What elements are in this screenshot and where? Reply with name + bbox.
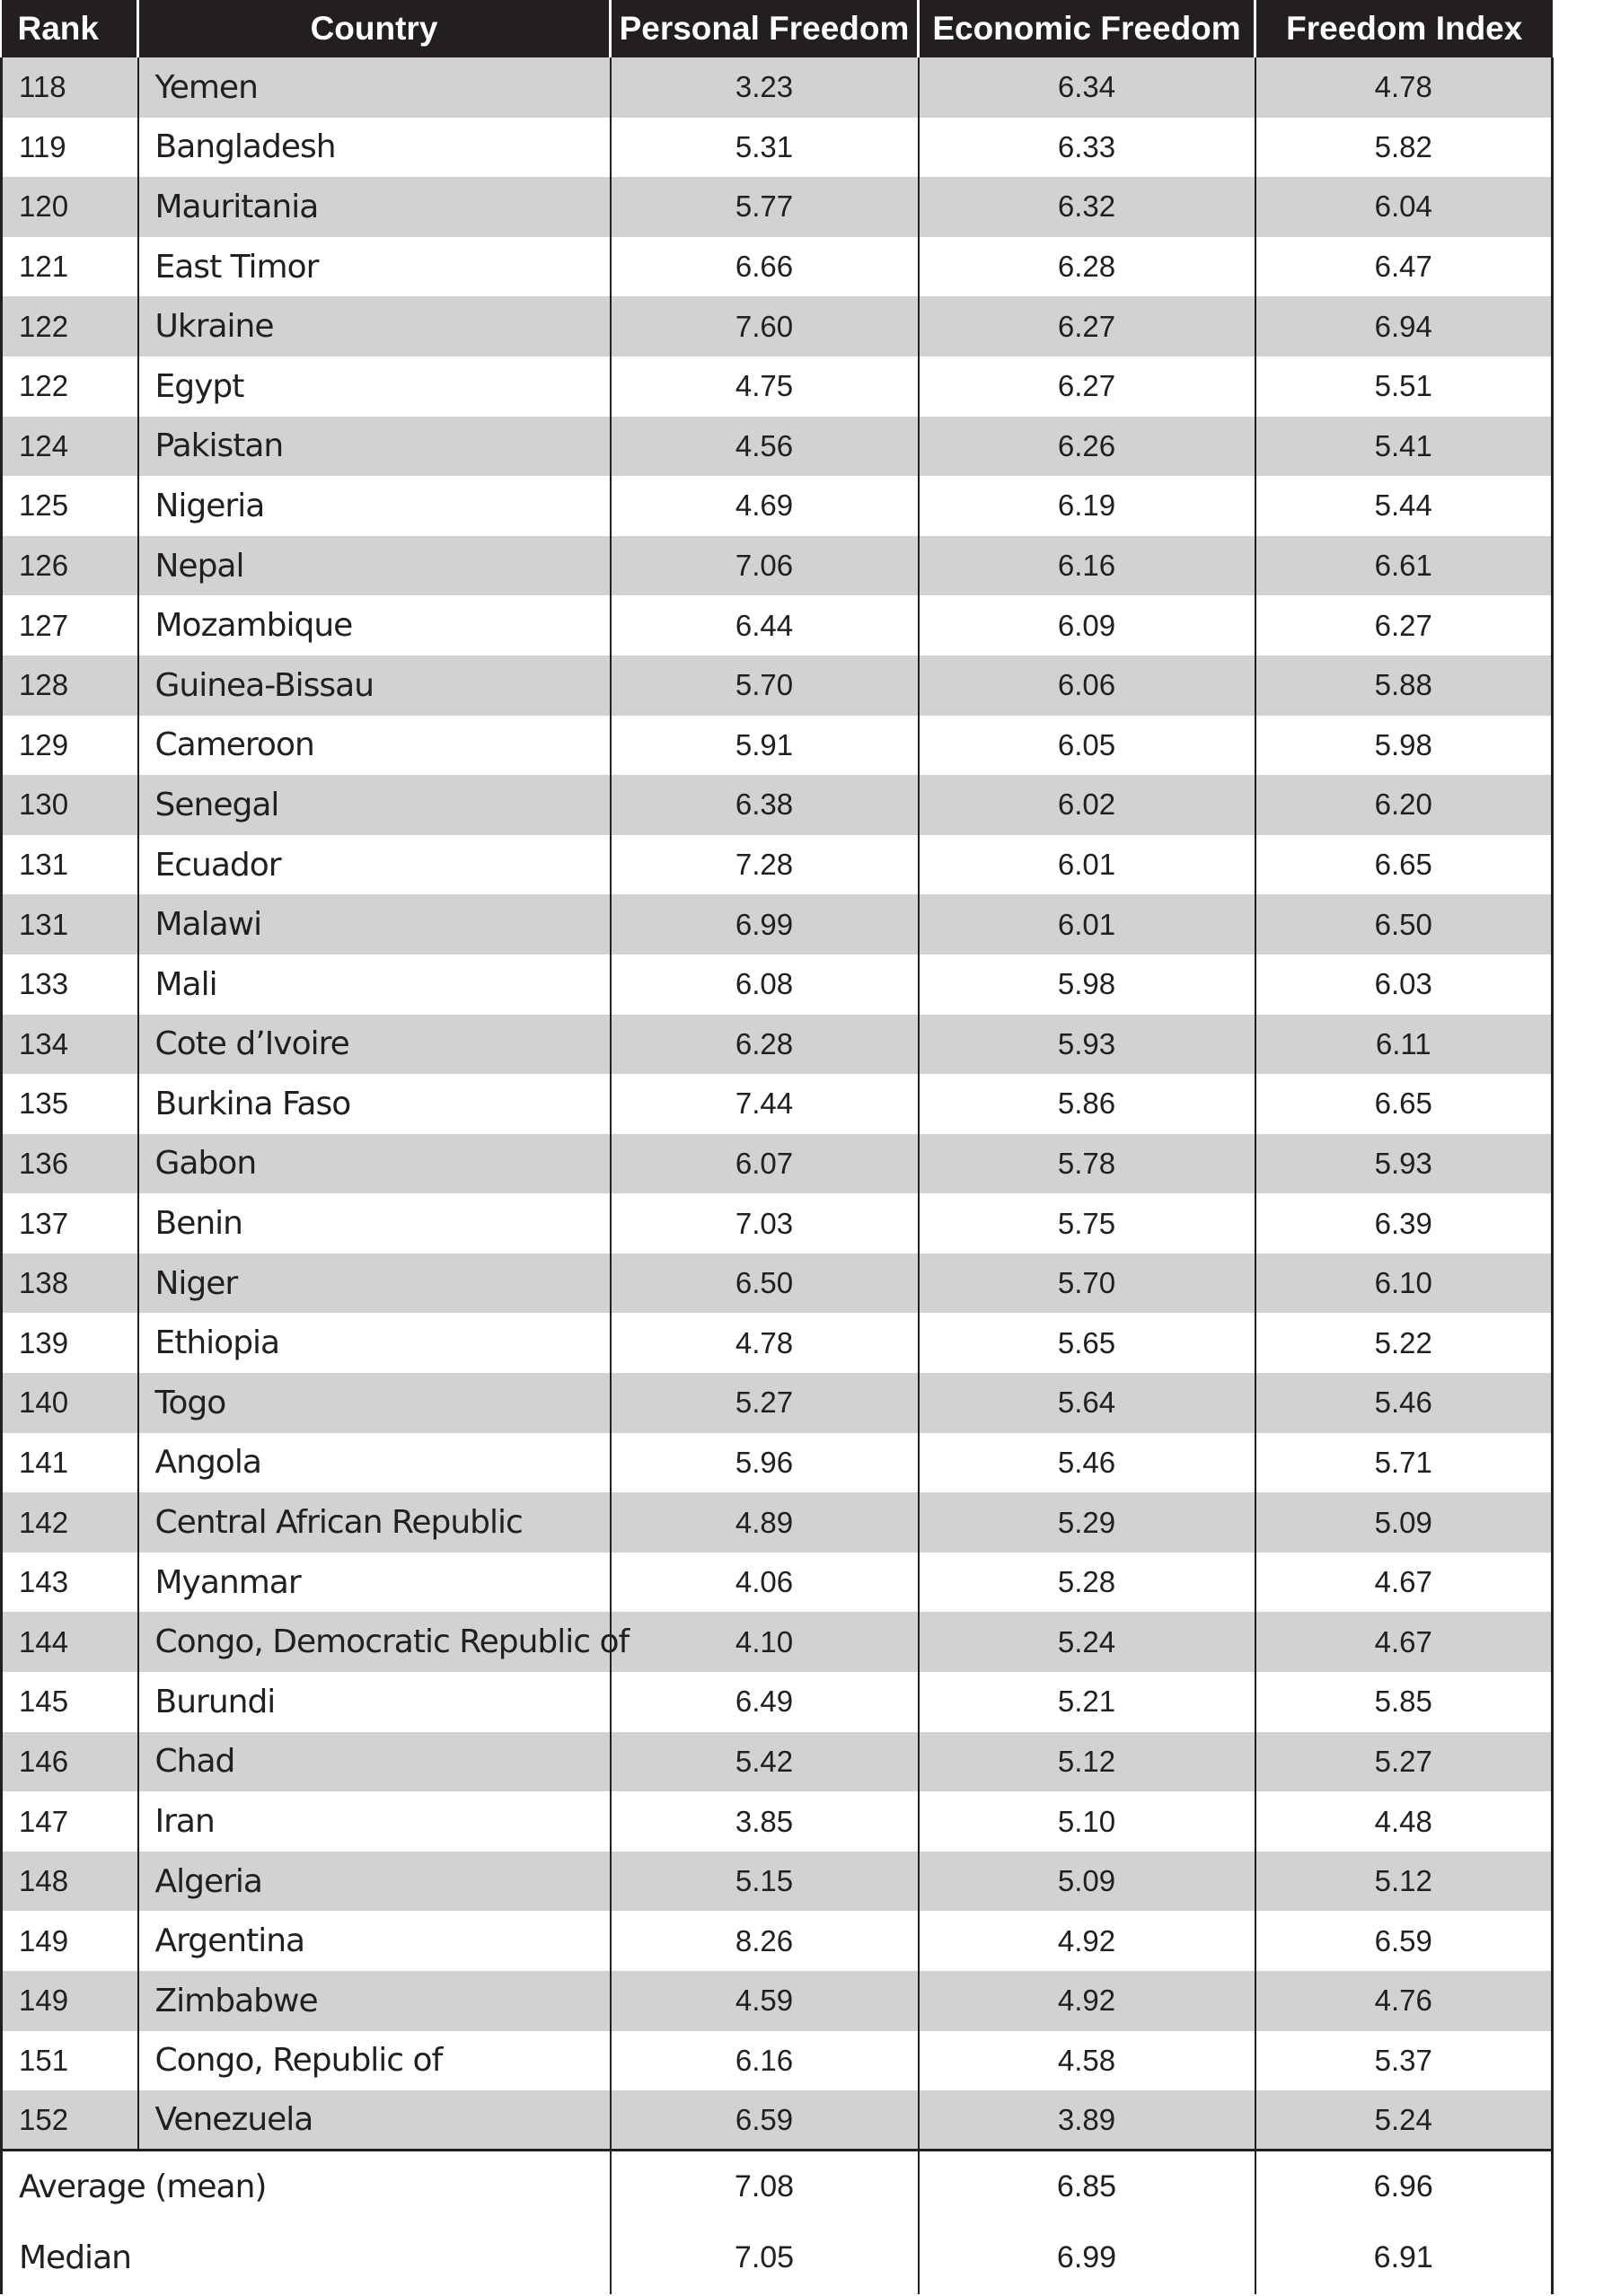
rank-cell: 133 — [2, 954, 138, 1015]
freedom-index-cell: 6.27 — [1255, 595, 1553, 655]
rank-cell: 128 — [2, 655, 138, 716]
country-cell: Yemen — [138, 57, 611, 118]
table-row — [2, 57, 1553, 118]
country-cell: Ukraine — [138, 296, 611, 356]
economic-freedom-cell: 5.10 — [919, 1791, 1255, 1852]
freedom-index-cell: 5.93 — [1255, 1134, 1553, 1194]
rank-cell: 147 — [2, 1791, 138, 1852]
rank-cell: 125 — [2, 476, 138, 536]
rank-cell: 119 — [2, 118, 138, 178]
country-cell: Gabon — [138, 1134, 611, 1194]
economic-freedom-cell: 5.86 — [919, 1074, 1255, 1134]
economic-freedom-cell: 6.16 — [919, 536, 1255, 596]
table-row — [2, 2090, 1553, 2151]
table-row — [2, 296, 1553, 356]
country-cell: Cote d’Ivoire — [138, 1015, 611, 1075]
rank-cell: 135 — [2, 1074, 138, 1134]
rank-cell: 121 — [2, 237, 138, 297]
table-body — [2, 57, 1553, 2151]
personal-freedom-cell: 4.78 — [611, 1313, 919, 1373]
summary-row — [2, 2151, 1553, 2222]
personal-freedom-cell: 6.44 — [611, 595, 919, 655]
freedom-index-cell: 6.04 — [1255, 177, 1553, 237]
country-cell: Congo, Democratic Republic of — [138, 1612, 611, 1672]
rank-cell: 152 — [2, 2090, 138, 2151]
personal-freedom-cell: 5.15 — [611, 1852, 919, 1912]
table-row — [2, 1254, 1553, 1314]
table-row — [2, 595, 1553, 655]
freedom-index-cell: 6.39 — [1255, 1193, 1553, 1254]
economic-freedom-cell: 5.65 — [919, 1313, 1255, 1373]
economic-freedom-cell: 5.29 — [919, 1492, 1255, 1553]
economic-freedom-cell: 6.27 — [919, 296, 1255, 356]
economic-freedom-cell: 4.92 — [919, 1971, 1255, 2031]
table-row — [2, 1852, 1553, 1912]
rank-cell: 146 — [2, 1732, 138, 1792]
rank-cell: 118 — [2, 57, 138, 118]
rank-cell: 149 — [2, 1971, 138, 2031]
table-row — [2, 118, 1553, 178]
personal-freedom-cell: 5.91 — [611, 716, 919, 776]
personal-freedom-cell: 6.50 — [611, 1254, 919, 1314]
summary-freedom-index: 6.96 — [1255, 2151, 1553, 2222]
freedom-index-cell: 6.03 — [1255, 954, 1553, 1015]
rank-cell: 120 — [2, 177, 138, 237]
rank-cell: 126 — [2, 536, 138, 596]
country-cell: Venezuela — [138, 2090, 611, 2151]
personal-freedom-cell: 5.27 — [611, 1373, 919, 1433]
country-cell: Niger — [138, 1254, 611, 1314]
rank-cell: 144 — [2, 1612, 138, 1672]
economic-freedom-cell: 4.58 — [919, 2031, 1255, 2091]
economic-freedom-cell: 6.34 — [919, 57, 1255, 118]
economic-freedom-cell: 6.28 — [919, 237, 1255, 297]
summary-personal-freedom: 7.08 — [611, 2151, 919, 2222]
summary-freedom-index: 6.91 — [1255, 2222, 1553, 2294]
freedom-index-cell: 5.37 — [1255, 2031, 1553, 2091]
personal-freedom-cell: 7.03 — [611, 1193, 919, 1254]
rank-cell: 131 — [2, 894, 138, 954]
economic-freedom-cell: 6.33 — [919, 118, 1255, 178]
freedom-index-cell: 5.27 — [1255, 1732, 1553, 1792]
table-row — [2, 1193, 1553, 1254]
country-cell: Guinea-Bissau — [138, 655, 611, 716]
personal-freedom-cell: 4.06 — [611, 1553, 919, 1613]
freedom-index-cell: 4.67 — [1255, 1553, 1553, 1613]
summary-row — [2, 2222, 1553, 2294]
economic-freedom-cell: 6.09 — [919, 595, 1255, 655]
freedom-index-cell: 5.88 — [1255, 655, 1553, 716]
country-cell: Mauritania — [138, 177, 611, 237]
summary-personal-freedom: 7.05 — [611, 2222, 919, 2294]
personal-freedom-cell: 4.56 — [611, 417, 919, 477]
table-summary — [2, 2151, 1553, 2294]
country-cell: Nigeria — [138, 476, 611, 536]
rank-cell: 127 — [2, 595, 138, 655]
country-cell: Nepal — [138, 536, 611, 596]
rank-cell: 139 — [2, 1313, 138, 1373]
table-row — [2, 237, 1553, 297]
personal-freedom-cell: 6.07 — [611, 1134, 919, 1194]
freedom-index-cell: 5.46 — [1255, 1373, 1553, 1433]
country-cell: Congo, Republic of — [138, 2031, 611, 2091]
rank-cell: 151 — [2, 2031, 138, 2091]
personal-freedom-cell: 6.38 — [611, 775, 919, 835]
country-cell: Egypt — [138, 356, 611, 417]
table-row — [2, 894, 1553, 954]
freedom-index-cell: 5.09 — [1255, 1492, 1553, 1553]
country-cell: Burundi — [138, 1672, 611, 1732]
summary-economic-freedom: 6.85 — [919, 2151, 1255, 2222]
rank-cell: 138 — [2, 1254, 138, 1314]
personal-freedom-cell: 5.70 — [611, 655, 919, 716]
country-cell: Iran — [138, 1791, 611, 1852]
table-row — [2, 1911, 1553, 1971]
freedom-index-cell: 5.98 — [1255, 716, 1553, 776]
economic-freedom-cell: 6.06 — [919, 655, 1255, 716]
personal-freedom-cell: 6.66 — [611, 237, 919, 297]
economic-freedom-cell: 5.21 — [919, 1672, 1255, 1732]
freedom-index-cell: 5.24 — [1255, 2090, 1553, 2151]
personal-freedom-cell: 3.23 — [611, 57, 919, 118]
economic-freedom-cell: 6.01 — [919, 835, 1255, 895]
rank-cell: 130 — [2, 775, 138, 835]
country-cell: Benin — [138, 1193, 611, 1254]
table-row — [2, 476, 1553, 536]
table-row — [2, 1971, 1553, 2031]
freedom-index-cell: 6.94 — [1255, 296, 1553, 356]
country-cell: Chad — [138, 1732, 611, 1792]
freedom-index-cell: 6.65 — [1255, 835, 1553, 895]
freedom-index-cell: 5.71 — [1255, 1433, 1553, 1493]
freedom-index-cell: 5.44 — [1255, 476, 1553, 536]
table-row — [2, 1373, 1553, 1433]
table-row — [2, 2031, 1553, 2091]
economic-freedom-cell: 6.19 — [919, 476, 1255, 536]
rank-cell: 137 — [2, 1193, 138, 1254]
economic-freedom-cell: 3.89 — [919, 2090, 1255, 2151]
economic-freedom-cell: 5.98 — [919, 954, 1255, 1015]
table-row — [2, 1015, 1553, 1075]
header-row — [2, 0, 1553, 57]
economic-freedom-cell: 6.26 — [919, 417, 1255, 477]
economic-freedom-cell: 5.28 — [919, 1553, 1255, 1613]
personal-freedom-cell: 7.44 — [611, 1074, 919, 1134]
personal-freedom-cell: 5.96 — [611, 1433, 919, 1493]
personal-freedom-cell: 6.99 — [611, 894, 919, 954]
economic-freedom-cell: 5.70 — [919, 1254, 1255, 1314]
personal-freedom-cell: 6.08 — [611, 954, 919, 1015]
country-cell: Malawi — [138, 894, 611, 954]
table-row — [2, 716, 1553, 776]
freedom-index-cell: 4.76 — [1255, 1971, 1553, 2031]
table-row — [2, 1433, 1553, 1493]
table-row — [2, 1791, 1553, 1852]
table-row — [2, 1134, 1553, 1194]
rank-cell: 140 — [2, 1373, 138, 1433]
personal-freedom-cell: 4.89 — [611, 1492, 919, 1553]
summary-label: Average (mean) — [2, 2151, 611, 2222]
personal-freedom-cell: 6.16 — [611, 2031, 919, 2091]
country-cell: Algeria — [138, 1852, 611, 1912]
table-row — [2, 536, 1553, 596]
personal-freedom-cell: 4.10 — [611, 1612, 919, 1672]
economic-freedom-cell: 6.32 — [919, 177, 1255, 237]
freedom-index-cell: 4.67 — [1255, 1612, 1553, 1672]
header-country: Country — [138, 0, 611, 57]
table-row — [2, 1553, 1553, 1613]
country-cell: Myanmar — [138, 1553, 611, 1613]
freedom-index-cell: 5.12 — [1255, 1852, 1553, 1912]
table-row — [2, 1732, 1553, 1792]
personal-freedom-cell: 4.75 — [611, 356, 919, 417]
economic-freedom-cell: 6.27 — [919, 356, 1255, 417]
freedom-index-cell: 6.10 — [1255, 1254, 1553, 1314]
personal-freedom-cell: 4.69 — [611, 476, 919, 536]
summary-label: Median — [2, 2222, 611, 2294]
table-row — [2, 1074, 1553, 1134]
economic-freedom-cell: 5.78 — [919, 1134, 1255, 1194]
economic-freedom-cell: 4.92 — [919, 1911, 1255, 1971]
freedom-index-cell: 6.11 — [1255, 1015, 1553, 1075]
rank-cell: 143 — [2, 1553, 138, 1613]
table-row — [2, 1492, 1553, 1553]
freedom-index-cell: 6.50 — [1255, 894, 1553, 954]
table-row — [2, 775, 1553, 835]
freedom-index-cell: 6.61 — [1255, 536, 1553, 596]
freedom-index-cell: 5.85 — [1255, 1672, 1553, 1732]
freedom-index-cell: 5.51 — [1255, 356, 1553, 417]
table-row — [2, 177, 1553, 237]
table-row — [2, 1672, 1553, 1732]
personal-freedom-cell: 5.42 — [611, 1732, 919, 1792]
freedom-index-cell: 6.65 — [1255, 1074, 1553, 1134]
rank-cell: 124 — [2, 417, 138, 477]
header-personal-freedom: Personal Freedom — [611, 0, 919, 57]
summary-economic-freedom: 6.99 — [919, 2222, 1255, 2294]
economic-freedom-cell: 5.46 — [919, 1433, 1255, 1493]
country-cell: Cameroon — [138, 716, 611, 776]
personal-freedom-cell: 5.77 — [611, 177, 919, 237]
header-rank: Rank — [2, 0, 138, 57]
country-cell: Zimbabwe — [138, 1971, 611, 2031]
personal-freedom-cell: 7.28 — [611, 835, 919, 895]
personal-freedom-cell: 6.59 — [611, 2090, 919, 2151]
economic-freedom-cell: 5.24 — [919, 1612, 1255, 1672]
country-cell: Pakistan — [138, 417, 611, 477]
economic-freedom-cell: 6.02 — [919, 775, 1255, 835]
economic-freedom-cell: 6.05 — [919, 716, 1255, 776]
header-freedom-index: Freedom Index — [1255, 0, 1553, 57]
table-row — [2, 954, 1553, 1015]
rank-cell: 141 — [2, 1433, 138, 1493]
rank-cell: 134 — [2, 1015, 138, 1075]
table-row — [2, 356, 1553, 417]
economic-freedom-cell: 5.09 — [919, 1852, 1255, 1912]
economic-freedom-cell: 5.75 — [919, 1193, 1255, 1254]
country-cell: Bangladesh — [138, 118, 611, 178]
country-cell: Togo — [138, 1373, 611, 1433]
personal-freedom-cell: 7.60 — [611, 296, 919, 356]
economic-freedom-cell: 5.12 — [919, 1732, 1255, 1792]
table-row — [2, 417, 1553, 477]
personal-freedom-cell: 4.59 — [611, 1971, 919, 2031]
freedom-index-cell: 5.22 — [1255, 1313, 1553, 1373]
rank-cell: 122 — [2, 296, 138, 356]
header-economic-freedom: Economic Freedom — [919, 0, 1255, 57]
freedom-index-cell: 4.48 — [1255, 1791, 1553, 1852]
freedom-index-cell: 5.41 — [1255, 417, 1553, 477]
country-cell: Argentina — [138, 1911, 611, 1971]
freedom-index-cell: 6.47 — [1255, 237, 1553, 297]
country-cell: Senegal — [138, 775, 611, 835]
rank-cell: 131 — [2, 835, 138, 895]
table-row — [2, 835, 1553, 895]
table-row — [2, 655, 1553, 716]
personal-freedom-cell: 6.28 — [611, 1015, 919, 1075]
rank-cell: 122 — [2, 356, 138, 417]
freedom-index-cell: 6.20 — [1255, 775, 1553, 835]
country-cell: Burkina Faso — [138, 1074, 611, 1134]
personal-freedom-cell: 3.85 — [611, 1791, 919, 1852]
country-cell: Ecuador — [138, 835, 611, 895]
freedom-index-cell: 5.82 — [1255, 118, 1553, 178]
rank-cell: 136 — [2, 1134, 138, 1194]
personal-freedom-cell: 7.06 — [611, 536, 919, 596]
rank-cell: 148 — [2, 1852, 138, 1912]
table-row — [2, 1313, 1553, 1373]
economic-freedom-cell: 6.01 — [919, 894, 1255, 954]
rank-cell: 145 — [2, 1672, 138, 1732]
table-header — [2, 0, 1553, 57]
rank-cell: 129 — [2, 716, 138, 776]
country-cell: East Timor — [138, 237, 611, 297]
country-cell: Mozambique — [138, 595, 611, 655]
freedom-index-cell: 6.59 — [1255, 1911, 1553, 1971]
country-cell: Mali — [138, 954, 611, 1015]
economic-freedom-cell: 5.93 — [919, 1015, 1255, 1075]
freedom-index-cell: 4.78 — [1255, 57, 1553, 118]
table-row — [2, 1612, 1553, 1672]
country-cell: Central African Republic — [138, 1492, 611, 1553]
personal-freedom-cell: 6.49 — [611, 1672, 919, 1732]
economic-freedom-cell: 5.64 — [919, 1373, 1255, 1433]
country-cell: Ethiopia — [138, 1313, 611, 1373]
country-cell: Angola — [138, 1433, 611, 1493]
personal-freedom-cell: 8.26 — [611, 1911, 919, 1971]
rank-cell: 149 — [2, 1911, 138, 1971]
rank-cell: 142 — [2, 1492, 138, 1553]
personal-freedom-cell: 5.31 — [611, 118, 919, 178]
